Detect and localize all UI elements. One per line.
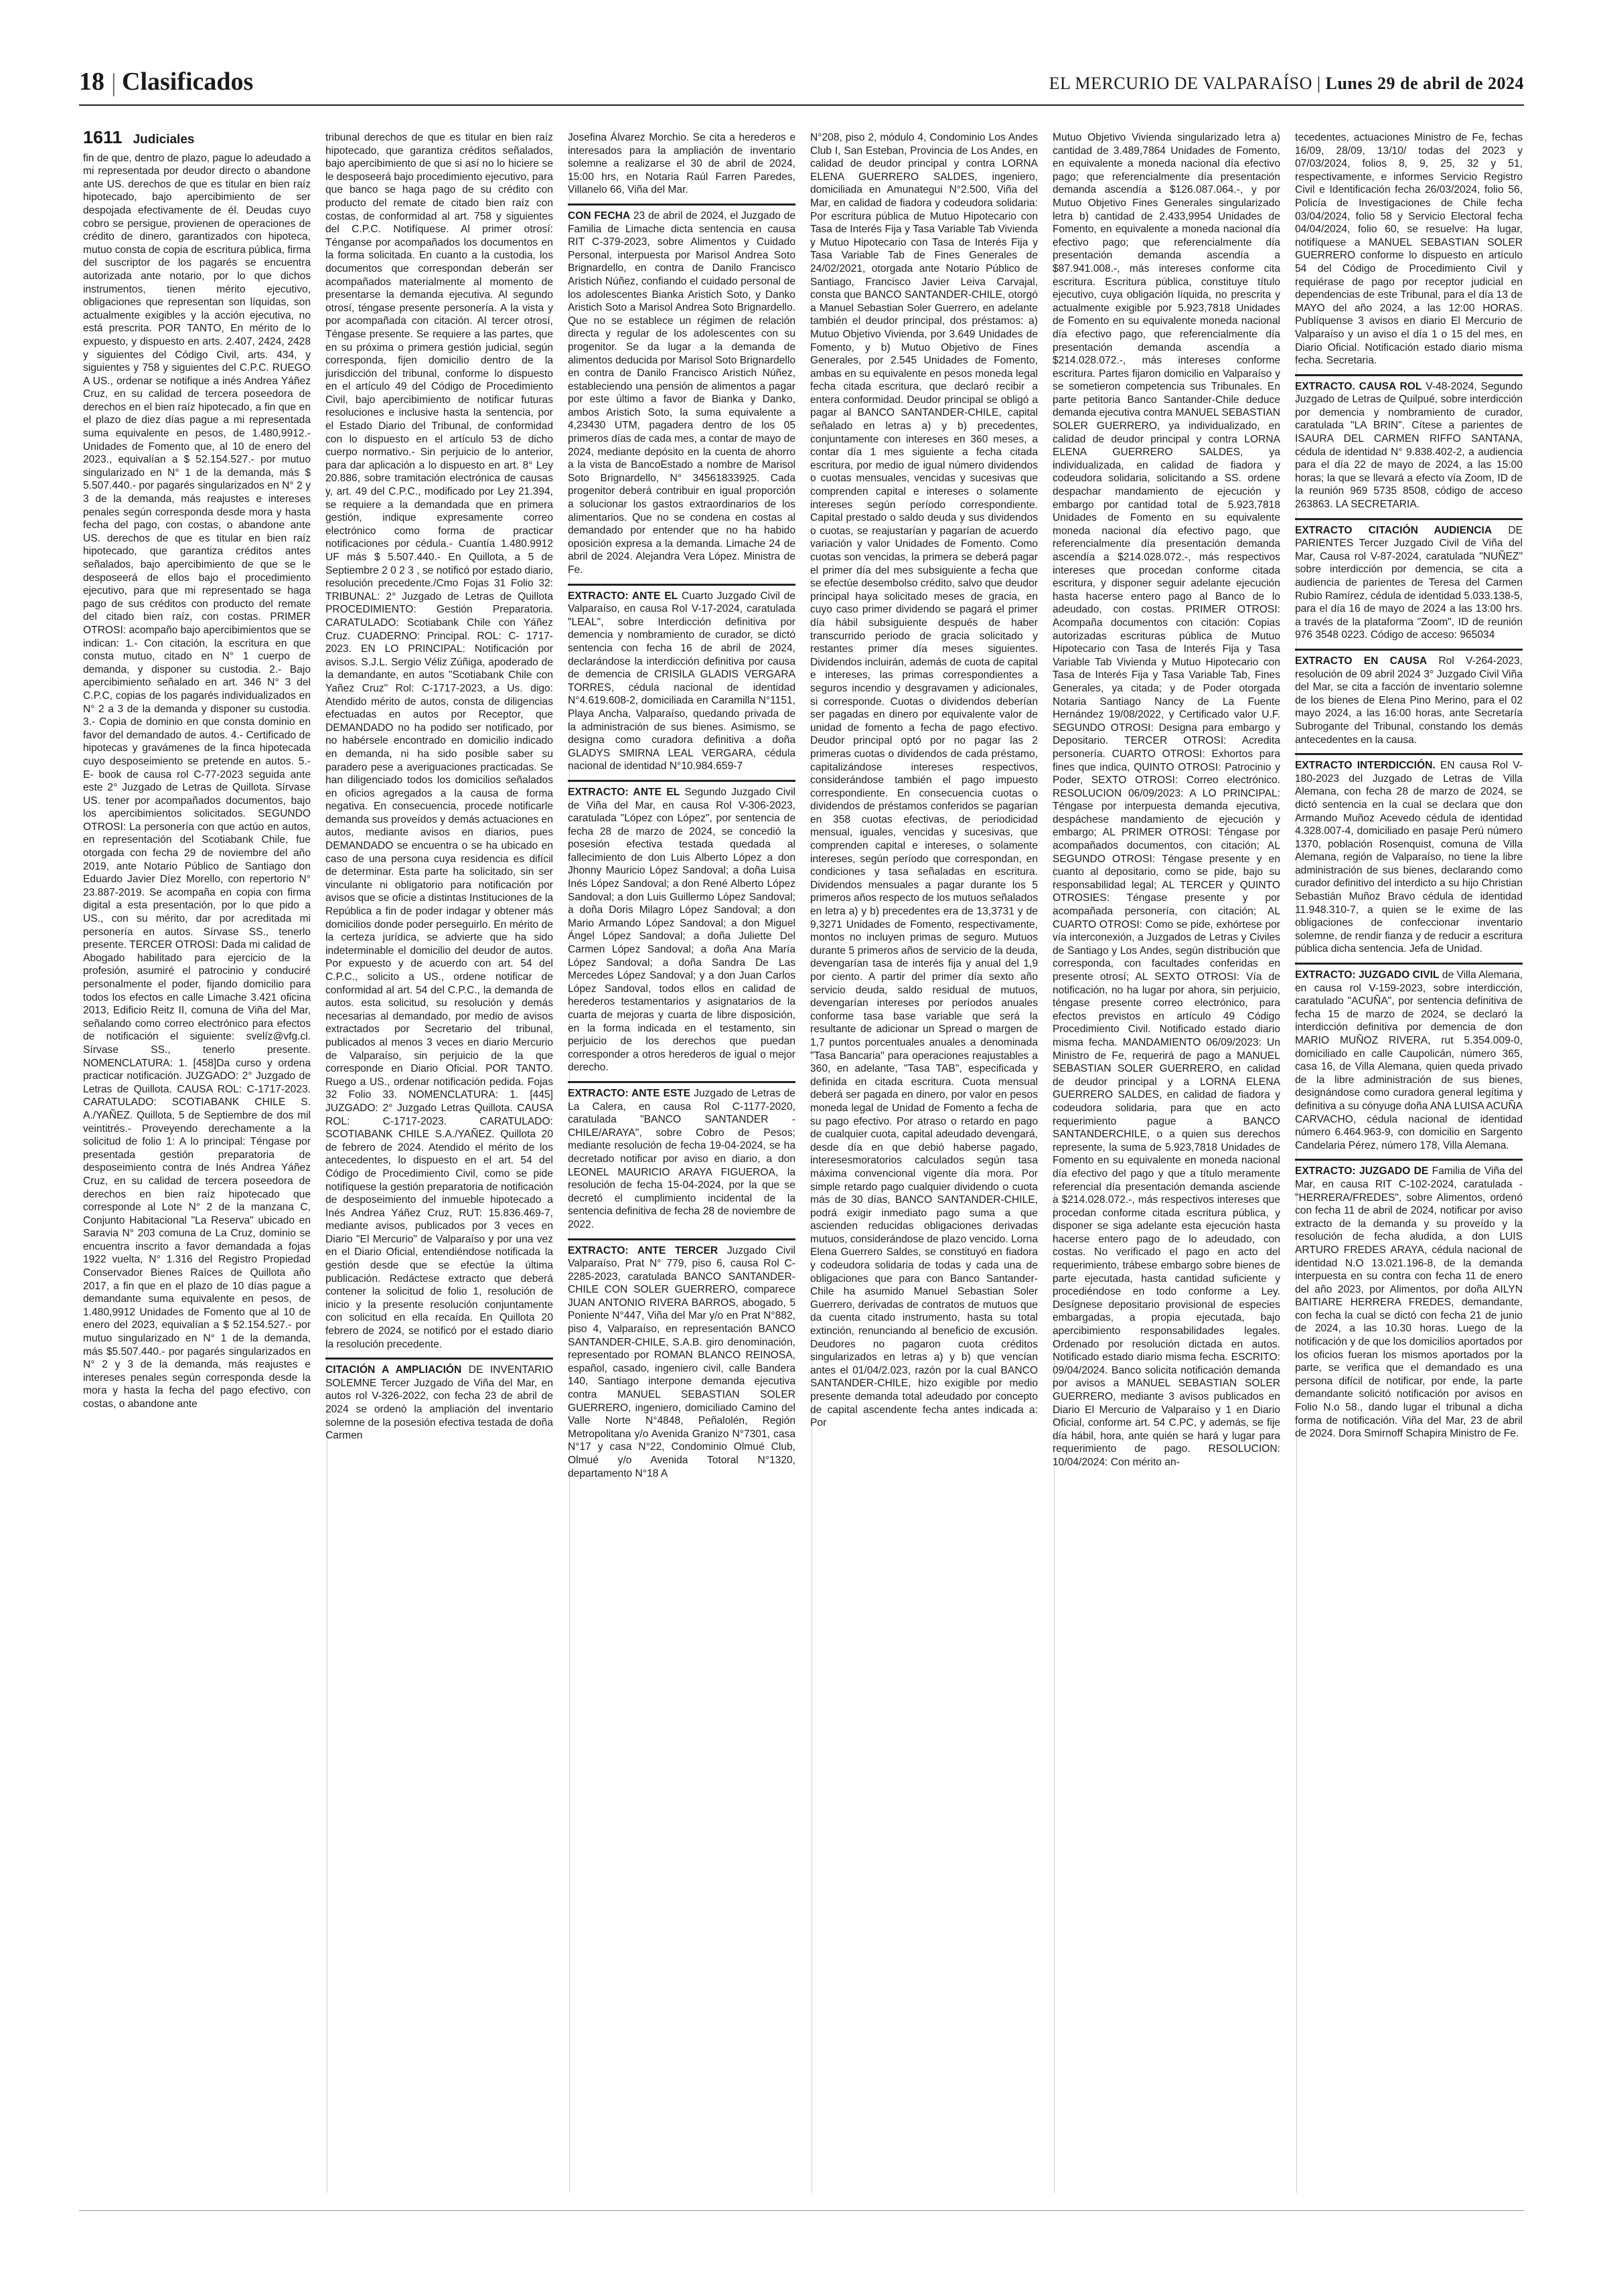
notice-text: N°208, piso 2, módulo 4, Condominio Los Andes Club I, San Esteban, Provincia de Los Andes, en calidad de deudor principal y contra LORNA ELENA GUERRERO SALDES, ingeniero, domiciliada en Amunategui N°2.500, Viña del Mar, en calidad de fiadora y codeudora solidaria: Por escritura pública de Mutuo Hipotecario con Tasa de Interés Fija y Tasa Variable Tab Vivienda y Mutuo Hipotecario con Tasa de Interés Fija y Tasa Variable Tab de Fines Generales de 24/02/2021, otorgada ante Notario Público de Santiago, Francisco Javier Leiva Carvajal, consta que BANCO SANTANDER-CHILE, otorgó a Manuel Sebastian Soler Guerrero, en adelante también el deudor principal, dos préstamos: a) Mutuo Objetivo Vivienda, por 3.649 Unidades de Fomento, y b) Mutuo Objetivo de Fines Generales, por 2.545 Unidades de Fomento, ambas en su equivalente en pesos moneda legal fecha citada escritura, que declaró recibir a entera conformidad. Deudor principal se obligó a pagar al BANCO SANTANDER-CHILE, capital señalado en letras a) y b) precedentes, conjuntamente con intereses en 360 meses, a contar día 1 mes siguiente a fecha citada escritura, por medio de igual número dividendos o cuotas mensuales, vencidas y sucesivas que comprenden capital e intereses o solamente intereses según período correspondiente. Capital prestado o saldo deuda y sus dividendos o cuotas, se reajustarían y pagarían de acuerdo variación y valor Unidades de Fomento. Como cuotas son vencidas, la primera se deberá pagar el primer día del mes subsiguiente a fecha que se efectúe desembolso crédito, salvo que deudor principal haya solicitado meses de gracia, en cuyo caso primer dividendo se pagará el primer día hábil subsiguiente después de haber transcurrido periodo de gracia solicitado y restantes primer día meses siguientes. Dividendos incluirán, además de cuota de capital e intereses, las primas correspondientes a seguros incendio y desgravamen y adicionales, si corresponde. Cuotas o dividendos deberían ser pagadas en dinero por equivalente valor de unidad de fomento a fecha de pago efectivo. Deudor principal optó por no pagar las 2 primeras cuotas o dividendos de cada préstamo, capitalizándose intereses respectivos, considerándose también el pago impuesto correspondiente. En consecuencia cuotas o dividendos de préstamos conferidos se pagarían en 358 cuotas efectivas, de periodicidad mensual, iguales, vencidas y sucesivas, que comprenden capital e intereses, o solamente intereses, según período que correspondan, en condiciones y tasa señaladas en escritura. Dividendos mensuales a pagar durante los 5 primeros años respecto de los mutuos señalados en letra a) y b) precedentes era de 13,3731 y de 9,3271 Unidades de Fomento, respectivamente, montos no incluyen primas de seguro. Mutuos durante 5 primeros años de servicio de la deuda, devengarían tasa de interés fija y anual del 1,9 por ciento. A partir del primer día sexto año servicio deuda, saldo residual de mutuos, devengarían intereses por períodos anuales conforme tasa base variable que será la resultante de adicionar un Spread o margen de 1,7 puntos porcentuales anuales a denominada "Tasa Bancaria" para operaciones reajustables a 360, en adelante, "Tasa TAB", especificada y definida en citada escritura. Cuota mensual deberá ser pagada en dinero, por valor en pesos moneda legal de Unidad de Fomento a fecha de su pago efectivo. Por atraso o retardo en pago de cualquier cuota, capital adeudado devengará, desde día en que debió haberse pagado, interesesmoratorios calculados según tasa máxima convencional vigente día mora. Por simple retardo pago cualquier dividendo o cuota más de 30 días, BANCO SANTANDER-CHILE, podrá exigir inmediato pago suma a que ascienden reducidas obligaciones derivadas mutuos, considerándose de plazo vencido. Lorna Elena Guerrero Saldes, se constituyó en fiadora y codeudora solidaria de todas y cada una de obligaciones que para con Banco Santander-Chile ha asumido Manuel Sebastian Soler Guerrero, derivadas de contratos de mutuos que da cuenta citado instrumento, hasta su total extinción, renunciando al beneficio de excusión. Deudores no pagaron cuota créditos singularizados en letras a) y b) que vencían antes el 01/04/2.023, razón por la cual BANCO SANTANDER-CHILE, hizo exigible por medio presente demanda total adeudado por concepto de capital ascendente fecha antes indicada a: Por — [810, 132, 1038, 1429]
legal-notice — [810, 131, 1038, 1430]
notice-body — [1053, 131, 1280, 1469]
notice-body — [1295, 131, 1523, 367]
notice-body — [83, 152, 311, 1411]
notice-lead: EXTRACTO: ANTE TERCER — [568, 1244, 718, 1256]
column-2 — [325, 131, 553, 2193]
notice-body — [325, 131, 553, 1351]
notice-text: V-48-2024, Segundo Juzgado de Letras de Quilpué, sobre interdicción por demencia y nombramiento de curador, caratulada "LA BRIN". Cítese a parientes de ISAURA DEL CARMEN RIFFO SANTANA, cédula de identidad N° 9.838.402-2, a audiencia para el día 22 de mayo de 2024, a las 15:00 horas; la que se llevará a efecto vía Zoom, ID de la reunión 969 5735 8508, código de acceso 263863. LA SECRETARIA. — [1295, 380, 1523, 511]
notice-lead: EXTRACTO INTERDICCIÓN. — [1295, 760, 1436, 772]
notice-lead: EXTRACTO: ANTE ESTE — [568, 1087, 691, 1099]
notice-text: tribunal derechos de que es titular en bien raíz hipotecado, que garantiza créditos señalados, bajo apercibimiento de que si así no lo hiciere se le desposeerá bajo procedimiento ejecutivo, para que banco se haga pago de su crédito con producto del remate de citado bien raíz con costas, de conformidad al art. 758 y siguientes del C.P.C. Notifíquese. Al primer otrosí: Ténganse por acompañados los documentos en la forma solicitada. En cuanto a la custodia, los documentos que correspondan deberán ser acompañados materialmente al momento de presentarse la demanda ejecutiva. Al segundo otrosí, téngase presente personería. A la vista y por acompañada con citación. Al tercer otrosí, Téngase presente. Se requiere a las partes, que en su próxima o primera gestión judicial, según corresponda, fijen domicilio dentro de la jurisdicción del tribunal, conforme lo dispuesto en el artículo 49 del Código de Procedimiento Civil, bajo apercibimiento de notificar futuras resoluciones e inclusive hasta la sentencia, por el Estado Diario del Tribunal, de conformidad con lo dispuesto en el artículo 53 de dicho cuerpo normativo.- Sin perjuicio de lo anterior, para dar aplicación a lo dispuesto en art. 8° Ley 20.886, sobre tramitación electrónica de causas y, art. 49 del C.P.C., modificado por Ley 21.394, se requiere a la demandada que en primera gestión, indique expresamente correo electrónico como forma de practicar notificaciones por cédula.- Cuantía 1.480.9912 UF más $ 5.507.440.- En Quillota, a 5 de Septiembre 2 0 2 3 , se notificó por estado diario, resolución precedente./Cmo Fojas 31 Folio 32: TRIBUNAL: 2° Juzgado de Letras de Quillota PROCEDIMIENTO: Gestión Preparatoria. CARATULADO: Scotiabank Chile con Yáñez Cruz. CUADERNO: Principal. ROL: C- 1717-2023. EN LO PRINCIPAL: Notificación por avisos. S.J.L. Sergio Véliz Zúñiga, apoderado de la demandante, en autos "Scotiabank Chile con Yañez Cruz" Rol: C-1717-2023, a Us. digo: Atendido mérito de autos, consta de diligencias efectuadas en autos por Receptor, que DEMANDADO no ha podido ser notificado, por no habérsele encontrado en domicilio indicado en demanda, ni ha sido posible saber su paradero pese a averiguaciones practicadas. Se han diligenciado todos los domicilios señalados en oficios agregados a la causa de forma negativa. En consecuencia, procede notificarle demanda sus proveídos y demás actuaciones en autos, mediante avisos en diarios, pues DEMANDADO se encuentra o se ha ubicado en caso de una persona cuya residencia es difícil de determinar. Esta parte ha solicitado, sin ser vinculante ni obligatorio para notificación por avisos que se oficie a distintas Instituciones de la República a fin de poder indagar y obtener más domicilios donde poder perseguirlo. En mérito de la certeza jurídica, se advierte que ha sido indeterminable el domicilio del deudor de autos. Por expuesto y de acuerdo con art. 54 del C.P.C., solicito a US., ordene notificar de conformidad al art. 54 del C.P.C., la demanda de autos. esta solicitud, su resolución y demás necesarias al demandado, por medio de avisos extractados por Secretario del tribunal, publicados al menos 3 veces en diario Mercurio de Valparaíso, sin perjuicio de la que corresponde en Diario Oficial. POR TANTO. Ruego a US., ordenar notificación pedida. Fojas 32 Folio 33. NOMENCLATURA: 1. [445] JUZGADO: 2° Juzgado Letras Quillota. CAUSA ROL: C-1717-2023. CARATULADO: SCOTIABANK CHILE S.A./YAÑEZ. Quillota 20 de febrero de 2024. Atendido el mérito de los antecedentes, lo dispuesto en el art. 54 del Código de Procedimiento Civil, como se pide notifíquese la gestión preparatoria de notificación de desposeimiento del inmueble hipotecado a Inés Andrea Yáñez Cruz, RUT: 15.836.469-7, mediante avisos, publicados por 3 veces en Diario "El Mercurio" de Valparaíso y por una vez en el Diario Oficial, entendiéndose notificada la gestión desde que se efectúe la última publicación. Redáctese extracto que deberá contener la solicitud de folio 1, resolución de inicio y la presente resolución conjuntamente con solicitud en ella recaída. En Quillota 20 febrero de 2024, se notificó por el estado diario la resolución precedente. — [325, 132, 553, 1350]
category-heading — [83, 131, 311, 147]
newspaper-masthead: EL MERCURIO DE VALPARAÍSO | Lunes 29 de abril de 2024 — [1049, 74, 1524, 93]
issue-date: Lunes 29 de abril de 2024 — [1325, 74, 1524, 93]
notice-text: Cuarto Juzgado Civil de Valparaíso, en causa Rol V-17-2024, caratulada "LEAL", sobre Interdicción definitiva por demencia y nombramiento de curador, se dictó sentencia con fecha 16 de abril de 2024, declarándose la interdicción definitiva por causa de demencia de CRISILA GLADIS VERGARA TORRES, cédula nacional de identidad N°4.619.608-2, domiciliada en Caramilla N°1151, Playa Ancha, Valparaíso, quedando privada de la administración de sus bienes. Asimismo, se designa como curadora definitiva a doña GLADYS SMIRNA LEAL VERGARA, cédula nacional de identidad N°10.984.659-7 — [568, 590, 795, 772]
legal-notice — [325, 1358, 553, 1443]
notice-body — [810, 131, 1038, 1430]
notice-text: Josefina Álvarez Morchio. Se cita a herederos e interesados para la ampliación de inventario solemne a realizarse el 30 de abril de 2024, 15:00 hrs, en Notaria Raúl Farren Paredes, Villanelo 66, Viña del Mar. — [568, 132, 795, 196]
notice-text: Mutuo Objetivo Vivienda singularizado letra a) cantidad de 3.489,7864 Unidades de Fomento, en equivalente a moneda nacional día efectivo pago; que referencialmente día presentación demanda ascendía a $126.087.064.-, y por Mutuo Objetivo Fines Generales singularizado letra b) cantidad de 2.433,9954 Unidades de Fomento, en equivalente a moneda nacional día efectivo pago; que referencialmente día presentación demanda ascendía a $87.941.008.-, más intereses conforme cita escritura. Escritura pública, constituye título ejecutivo, cuya obligación líquida, no prescrita y actualmente exigible por 5.923,7818 Unidades de Fomento en su equivalente moneda nacional día efectivo pago, que referencialmente día presentación demanda ascendía a $214.028.072.-, más intereses conforme escritura. Partes fijaron domicilio en Valparaíso y se sometieron competencia sus Tribunales. En parte petitoria Banco Santander-Chile deduce demanda ejecutiva contra MANUEL SEBASTIAN SOLER GUERRERO, ya individualizado, en calidad de deudor principal y contra LORNA ELENA GUERRERO SALDES, ya individualizada, en calidad de fiadora y codeudora solidaria, solicitando a SS. ordene despachar mandamiento de ejecución y embargo por cantidad total de 5.923,7818 Unidades de Fomento en su equivalente moneda nacional día efectivo pago, que referencialmente día presentación demanda ascendía a $214.028.072.-, más respectivos intereses que procedan conforme citada escritura, y disponer seguir adelante ejecución hasta hacerse entero pago al Banco de lo adeudado, con costas. PRIMER OTROSI: Acompaña documentos con citación: Copias autorizadas escrituras pública de Mutuo Hipotecario con Tasa de Interés Fija y Tasa Variable Tab Vivienda y Mutuo Hipotecario con Tasa de Interés Fija y Tasa Variable Tab, Fines Generales, ya citada; y de Poder otorgada Notaria Santiago Nancy de La Fuente Hernández 19/08/2022, y Certificado valor U.F. SEGUNDO OTROSI: Designa para embargo y Depositario. TERCER OTROSI: Acredita personería. CUARTO OTROSI: Exhortos para fines que indica, QUINTO OTROSI: Patrocinio y Poder, SEXTO OTROSI: Correo electrónico. RESOLUCION 06/09/2023: A LO PRINCIPAL: Téngase por interpuesta demanda ejecutiva, despáchese mandamiento de ejecución y embargo; AL PRIMER OTROSI: Téngase por acompañados documentos, con citación; AL SEGUNDO OTROSI: Téngase presente y en cuanto al depositario, como se pide, bajo su responsabilidad legal; AL TERCER y QUINTO OTROSIES: Téngase presente y por acompañada personería, con citación; AL CUARTO OTROSI: Como se pide, exhórtese por vía interconexión, a Juzgados de Letras y Civiles de Santiago y Los Andes, según distribución que corresponda, con facultades conferidas en presente otrosí; AL SEXTO OTROSI: Vía de notificación, no ha lugar por ahora, sin perjuicio, téngase presente correo electrónico, para efectos previstos en artículo 49 Código Procedimiento Civil. Notificado estado diario misma fecha. MANDAMIENTO 06/09/2023: Un Ministro de Fe, requerirá de pago a MANUEL SEBASTIAN SOLER GUERRERO, en calidad de deudor principal y a LORNA ELENA GUERRERO SALDES, en calidad de fiadora y codeudora solidaria, para que en acto requerimiento pague a BANCO SANTANDERCHILE, o a quien sus derechos represente, la suma de 5.923,7818 Unidades de Fomento en su equivalente en moneda nacional día efectivo del pago y que a título meramente referencial día presentación demanda asciende a $214.028.072.-, más respectivos intereses que procedan conforme citada escritura pública, y disponer se siga adelante esta ejecución hasta hacerse entero pago de lo adeudado, con costas. No verificado el pago en acto del requerimiento, trábese embargo sobre bienes de parte ejecutada, hasta cantidad suficiente y procediéndose en todo conforme a Ley. Desígnese depositario provisional de especies embargadas, a propia ejecutada, bajo apercibimiento responsabilidades legales. Ordenado por resolución dictada en autos. Notificado estado diario misma fecha. ESCRITO: 09/04/2024. Banco solicita notificación demanda por avisos a MANUEL SEBASTIAN SOLER GUERRERO, mediante 3 avisos publicados en Diario El Mercurio de Valparaíso y 1 en Diario Oficial, conforme art. 54 C.PC, y además, se fije día hábil, hora, ante quién se hará y lugar para requerimiento de pago. RESOLUCION: 10/04/2024: Con mérito an- — [1053, 132, 1280, 1468]
notice-text: DE PARIENTES Tercer Juzgado Civil de Viña del Mar, Causa rol V-87-2024, caratulada "NUÑEZ" sobre interdicción por demencia, se cita a audiencia de parientes de Teresa del Carmen Rubio Ramírez, cédula de identidad 5.033.138-5, para el día 16 de mayo de 2024 a las 13:00 hrs. a través de la plataforma "Zoom", ID de reunión 976 3548 0223. Código de acceso: 965034 — [1295, 524, 1523, 641]
notice-body — [325, 1364, 553, 1443]
notice-body — [1295, 380, 1523, 511]
notice-text: Segundo Juzgado Civil de Viña del Mar, en causa Rol V-306-2023, caratulada "López con López", por sentencia de fecha 28 de marzo de 2024, se concedió la posesión efectiva testada quedada al fallecimiento de don Luis Alberto López a don Jhonny Mauricio López Sandoval; a doña Luisa Inés López Sandoval; a don René Alberto López Sandoval; a don Luis Guillermo López Sandoval; a doña Doris Milagro López Sandoval; a don Mario Armando López Sandoval; a don Miguel Ángel López Sandoval; a doña Juliette Del Carmen López Sandoval; a doña Ana María López Sandoval; a doña Sandra De Las Mercedes López Sandoval; y a don Juan Carlos López Sandoval, todos ellos en calidad de herederos testamentarios y asignatarios de la cuarta de mejoras y cuarta de libre disposición, en la forma indicada en el testamento, sin perjuicio de los derechos que puedan corresponder a otros herederos de igual o mejor derecho. — [568, 786, 795, 1074]
notice-body — [1295, 524, 1523, 642]
notice-lead: CITACIÓN A AMPLIACIÓN — [325, 1364, 462, 1376]
column-3 — [568, 131, 795, 2193]
notice-lead: EXTRACTO EN CAUSA — [1295, 655, 1428, 667]
column-4 — [810, 131, 1038, 2193]
header-separator: | — [111, 69, 117, 97]
notice-body — [568, 590, 795, 773]
legal-notice — [1295, 649, 1523, 746]
notice-lead: EXTRACTO CITACIÓN AUDIENCIA — [1295, 524, 1493, 536]
notice-body — [568, 210, 795, 577]
legal-notice — [568, 584, 795, 773]
notice-body — [568, 1244, 795, 1481]
legal-notice — [568, 1081, 795, 1232]
legal-notice — [1295, 963, 1523, 1152]
notice-body — [1295, 655, 1523, 746]
notice-body — [1295, 969, 1523, 1152]
column-1 — [83, 131, 311, 2193]
footer-rule — [79, 2210, 1524, 2211]
legal-notice — [568, 1238, 795, 1481]
legal-notice — [1295, 1159, 1523, 1440]
notice-lead: EXTRACTO: JUZGADO CIVIL — [1295, 969, 1440, 981]
notice-lead: EXTRACTO: ANTE EL — [568, 590, 678, 602]
legal-notice — [83, 152, 311, 1411]
section-title: Clasificados — [122, 68, 254, 96]
legal-notice — [1295, 753, 1523, 956]
notice-body — [1295, 759, 1523, 956]
legal-notice — [568, 203, 795, 577]
legal-notice — [1295, 374, 1523, 511]
legal-notice — [568, 131, 795, 197]
legal-notice — [1295, 131, 1523, 367]
column-5 — [1053, 131, 1280, 2193]
page-number: 18 — [79, 68, 104, 96]
notice-body — [1295, 1165, 1523, 1440]
category-name: Judiciales — [133, 133, 195, 147]
notice-text: Familia de Viña del Mar, en causa RIT C-102-2024, caratulada - "HERRERA/FREDES", sobre Alimentos, ordenó con fecha 11 de abril de 2024, notificar por aviso extracto de la demanda y su proveído y la resolución de fecha aludida, a don LUIS ARTURO FREDES ARAYA, cédula nacional de identidad N.O 13.021.196-8, de la demanda interpuesta en su contra con fecha 11 de enero del año 2023, por Alimentos, por doña AILYN BAITIARE HERRERA FREDES, demandante, con fecha la cual se dictó con fecha 21 de junio de 2024, a las 10.30 horas. Luego de la notificación y de que los domicilios aportados por los oficios fueran los mismos aportados por la parte, se verifica que el demandado es una persona difícil de notificar, por ende, la parte demandante solicitó notificación por avisos en Folio N.o 58., dando lugar el tribunal a dicha forma de notificación. Viña del Mar, 23 de abril de 2024. Dora Smirnoff Schapira Ministro de Fe. — [1295, 1165, 1523, 1440]
notice-text: 23 de abril de 2024, el Juzgado de Familia de Limache dicta sentencia en causa RIT C-379-2023, sobre Alimentos y Cuidado Personal, interpuesta por Marisol Andrea Soto Brignardello, en contra de Danilo Francisco Aristich Núñez, confiando el cuidado personal de los adolescentes Bianka Aristich Soto, y Danko Aristich Soto a Marisol Andrea Soto Brignardello. Que no se establece un régimen de relación directa y regular de los adolescentes con su progenitor. Se da lugar a la demanda de alimentos deducida por Marisol Soto Brignardello en contra de Danilo Francisco Aristich Núñez, estableciendo una pensión de alimentos a pagar por este último a favor de Bianka y Danko, ambos Aristich Soto, la suma equivalente a 4,23430 UTM, pagadera dentro de los 05 primeros días de cada mes, a contar de mayo de 2024, mediante depósito en la cuenta de ahorro a la vista de BancoEstado a nombre de Marisol Soto Brignardello, N° 34561833925. Cada progenitor deberá contribuir en igual proporción a solucionar los gastos extraordinarios de los alimentarios. Que no se condena en costas al demandado por entender que no ha habido oposición expresa a la demanda. Limache 24 de abril de 2024. Alejandra Vera López. Ministra de Fe. — [568, 210, 795, 576]
newspaper-name: EL MERCURIO DE VALPARAÍSO — [1049, 74, 1312, 93]
legal-notice — [325, 131, 553, 1351]
notice-lead: EXTRACTO: ANTE EL — [568, 786, 680, 798]
page-header — [79, 66, 1524, 106]
legal-notice — [568, 780, 795, 1074]
notice-text: de Villa Alemana, en causa rol V-159-2023, sobre interdicción, caratulado "ACUÑA", por sentencia definitiva de fecha 15 de marzo de 2024, se declaró la interdicción definitiva por demencia de don MARIO MUÑOZ RIVERA, rut 5.354.009-0, domiciliado en calle Caupolicán, número 365, casa 16, de Villa Alemana, quien queda privado de la libre administración de sus bienes, designándose como curadora general legítima y definitiva a su cónyuge doña ANA LUISA ACUÑA CARVACHO, cédula nacional de identidad número 6.464.963-9, con domicilio en Sargento Candelaria Pérez, número 178, Villa Alemana. — [1295, 969, 1523, 1151]
notice-text: Juzgado de Letras de La Calera, en causa Rol C-1177-2020, caratulada "BANCO SANTANDER - CHILE/ARAYA", sobre Cobro de Pesos; mediante resolución de fecha 19-04-2024, se ha decretado notificar por aviso en diario, a don LEONEL MAURICIO ARAYA FIGUEROA, la resolución de fecha 15-04-2024, por la que se decretó el cumplimiento incidental de la sentencia definitiva de fecha 28 de noviembre de 2022. — [568, 1087, 795, 1230]
notice-body — [568, 131, 795, 197]
notice-lead: CON FECHA — [568, 210, 631, 222]
notice-lead: EXTRACTO. CAUSA ROL — [1295, 380, 1422, 392]
column-6 — [1295, 131, 1523, 2193]
category-code: 1611 — [83, 131, 123, 147]
classified-columns — [83, 131, 1521, 2193]
legal-notice — [1053, 131, 1280, 1469]
notice-text: tecedentes, actuaciones Ministro de Fe, fechas 16/09, 28/09, 13/10/ todas del 2023 y 07/03/2024, folios 8, 9, 25, 32 y 51, respectivamente, e informes Servicio Registro Civil e Identificación fecha 26/03/2024, folio 56, Policía de Investigaciones de Chile fecha 03/04/2024, folio 58 y Servicio Electoral fecha 04/04/2024, folio 60, se resuelve: Ha lugar, notifíquese a MANUEL SEBASTIAN SOLER GUERRERO conforme lo dispuesto en artículo 54 del Código de Procedimiento Civil y requiérase de pago por receptor judicial en dependencias de este Tribunal, para el día 13 de MAYO del año 2024, a las 12:00 HORAS. Publíquense 3 avisos en diario El Mercurio de Valparaíso y un aviso el día 1 o 15 del mes, en Diario Oficial. Notificación estado diario misma fecha. Secretaria. — [1295, 132, 1523, 367]
notice-body — [568, 786, 795, 1074]
notice-text: fin de que, dentro de plazo, pague lo adeudado a mi representada por deudor directo o abandone ante US. derechos de que es titular en bien raíz hipotecado, bajo apercibimiento de ser despojada efectivamente de él. Deudas cuyo cobro se persigue, provienen de operaciones de crédito de dinero, garantizados con hipoteca, mutuo consta de copia de escritura pública, firma del suscriptor de los pagarés se encuentra autorizada ante notario, por lo que dichos instrumentos, tienen mérito ejecutivo, obligaciones que representan son líquidas, son actualmente exigibles y la acción ejecutiva, no está prescrita. POR TANTO, En mérito de lo expuesto, y dispuesto en arts. 2.407, 2424, 2428 y siguientes del Código Civil, arts. 434, y siguientes y 758 y siguientes del C.P.C. RUEGO A US., ordenar se notifique a inés Andrea Yáñez Cruz, en su calidad de tercera poseedora de derechos en el bien raíz hipotecado, a fin que en el plazo de diez días pague a mi representada suma equivalente en pesos, de 1.480,9912.- Unidades de Fomento que, al 10 de enero del 2023., equivalían a $ 52.154.527.- por mutuo singularizado en N° 1 de la demanda, más $ 5.507.440.- por pagarés singularizados en N° 2 y 3 de la demanda, más reajustes e intereses penales según corresponda desde mora y hasta fecha del pago, con costas, o abandone ante US. derechos de que es titular en bien raíz hipotecado, que garantiza créditos antes señalados, bajo apercibimiento de que se le desposeerá de ellos bajo el procedimiento ejecutivo, para que mi representado se haga pago de sus créditos con producto del remate del citado bien raíz, con costas. PRIMER OTROSI: acompaño bajo apercibimientos que se indican: 1.- Con citación, la escritura en que consta mutuo, citado en N° 1 cuerpo de demanda, y disponer su custodia. 2.- Bajo apercibimiento señalado en art. 346 N° 3 del C.P.C, copias de los pagarés individualizados en N° 2 a 3 de la demanda y disponer su custodia. 3.- Copia de dominio en que consta dominio en favor del demandado de autos. 4.- Certificado de hipotecas y gravámenes de la finca hipotecada cuyo desposeimiento se pretende en autos. 5.- E- book de causa rol C-77-2023 seguida ante este 2° Juzgado de Letras de Quillota. Sírvase US. tener por acompañados documentos, bajo los apercibimientos solicitados. SEGUNDO OTROSI: La personería con que actúo en autos, en representación del Scotiabank Chile, fue otorgada con fecha 29 de noviembre del año 2019, ante Notario Público de Santiago don Eduardo Javier Díez Morello, con repertorio N° 23.887-2019. Se acompaña en copia con firma digital a esta presentación, por lo que pido a US., con su mérito, dar por acreditada mi personería en autos. Sírvase SS., tenerlo presente. TERCER OTROSI: Dada mi calidad de Abogado habilitado para ejercicio de la profesión, asumiré el patrocinio y conduciré personalmente el poder, fijando domicilio para todos los efectos en calle Limache 3.421 oficina 2013, Edificio Reitz II, comuna de Viña del Mar, señalando como correo electrónico para efectos de notificación el siguiente: svelíz@vfg.cl. Sírvase SS., tenerlo presente. NOMENCLATURA: 1. [458]Da curso y ordena practicar notificación. JUZGADO: 2° Juzgado de Letras de Quillota. CAUSA ROL: C-1717-2023. CARATULADO: SCOTIABANK CHILE S. A./YAÑEZ. Quillota, 5 de Septiembre de dos mil veintitrés.- Proveyendo derechamente a la solicitud de folio 1: A lo principal: Téngase por presentada gestión preparatoria de desposeimiento contra de Inés Andrea Yáñez Cruz, en su calidad de tercera poseedora de derechos en bien raíz hipotecado que corresponde al Lote N° 2 de la manzana C, Conjunto Habitacional "La Reserva" ubicado en Saravia N° 203 comuna de La Cruz, dominio se encuentra inscrito a favor demandada a fojas 1922 vuelta, N° 1.316 del Registro Propiedad Conservador Bienes Raíces de Quillota año 2017, a fin que en el plazo de 10 días pague a demandante suma equivalente en pesos, de 1.480,9912 Unidades de Fomento que al 10 de enero del 2023, equivalían a $ 52.154.527.- por mutuo singularizado en N° 1 de la demanda, más $5.507.440.- por pagarés singularizados en N° 2 y 3 de la demanda, más reajustes e intereses penales según corresponda desde la mora y hasta la fecha del pago efectivo, con costas, o abandone ante — [83, 152, 311, 1410]
notice-text: EN causa Rol V-180-2023 del Juzgado de Letras de Villa Alemana, con fecha 28 de marzo de 2024, se dictó sentencia en la cual se declara que don Armando Muñoz Acevedo cédula de identidad 4.328.007-4, domiciliado en pasaje Perú número 1370, población Rosenquist, comuna de Villa Alemana, región de Valparaíso, no tiene la libre administración de sus bienes, declarando como curador definitivo del interdicto a su hijo Christian Sebastián Muñoz Bravo cédula de identidad 11.948.310-7, a quien se le exime de las obligaciones de confeccionar inventario solemne, de rendir fianza y de reducir a escritura pública dicha sentencia. Jefa de Unidad. — [1295, 760, 1523, 955]
notice-lead: EXTRACTO: JUZGADO DE — [1295, 1165, 1429, 1177]
notice-text: Rol V-264-2023, resolución de 09 abril 2024 3° Juzgado Civil Viña del Mar, se cita a facción de inventario solemne de los bienes de Elena Pino Merino, para el 02 mayo 2024, a las 16:00 horas, ante Secretaría Subrogante del Tribunal, constando los demás antecedentes en la causa. — [1295, 655, 1523, 746]
legal-notice — [1295, 518, 1523, 642]
notice-text: Juzgado Civil Valparaíso, Prat N° 779, piso 6, causa Rol C-2285-2023, caratulada BANCO SANTANDER-CHILE CON SOLER GUERRERO, comparece JUAN ANTONIO RIVERA BARROS, abogado, 5 Poniente N°447, Viña del Mar y/o en Prat N°882, piso 4, Valparaíso, en representación BANCO SANTANDER-CHILE, S.A.B. giro denominación, representado por ROMAN BLANCO REINOSA, español, casado, ingeniero civil, calle Bandera 140, Santiago interpone demanda ejecutiva contra MANUEL SEBASTIAN SOLER GUERRERO, ingeniero, domiciliado Camino del Valle Norte N°4848, Peñalolén, Región Metropolitana y/o Avenida Granizo N°7301, casa N°17 y casa N°22, Condominio Olmué Club, Olmué y/o Avenida Totoral N°1320, departamento N°18 A — [568, 1244, 795, 1479]
notice-text: DE INVENTARIO SOLEMNE Tercer Juzgado de Viña del Mar, en autos rol V-326-2022, con fecha 23 de abril de 2024 se ordenó la ampliación del inventario solemne de la posesión efectiva testada de doña Carmen — [325, 1364, 553, 1442]
notice-body — [568, 1087, 795, 1232]
